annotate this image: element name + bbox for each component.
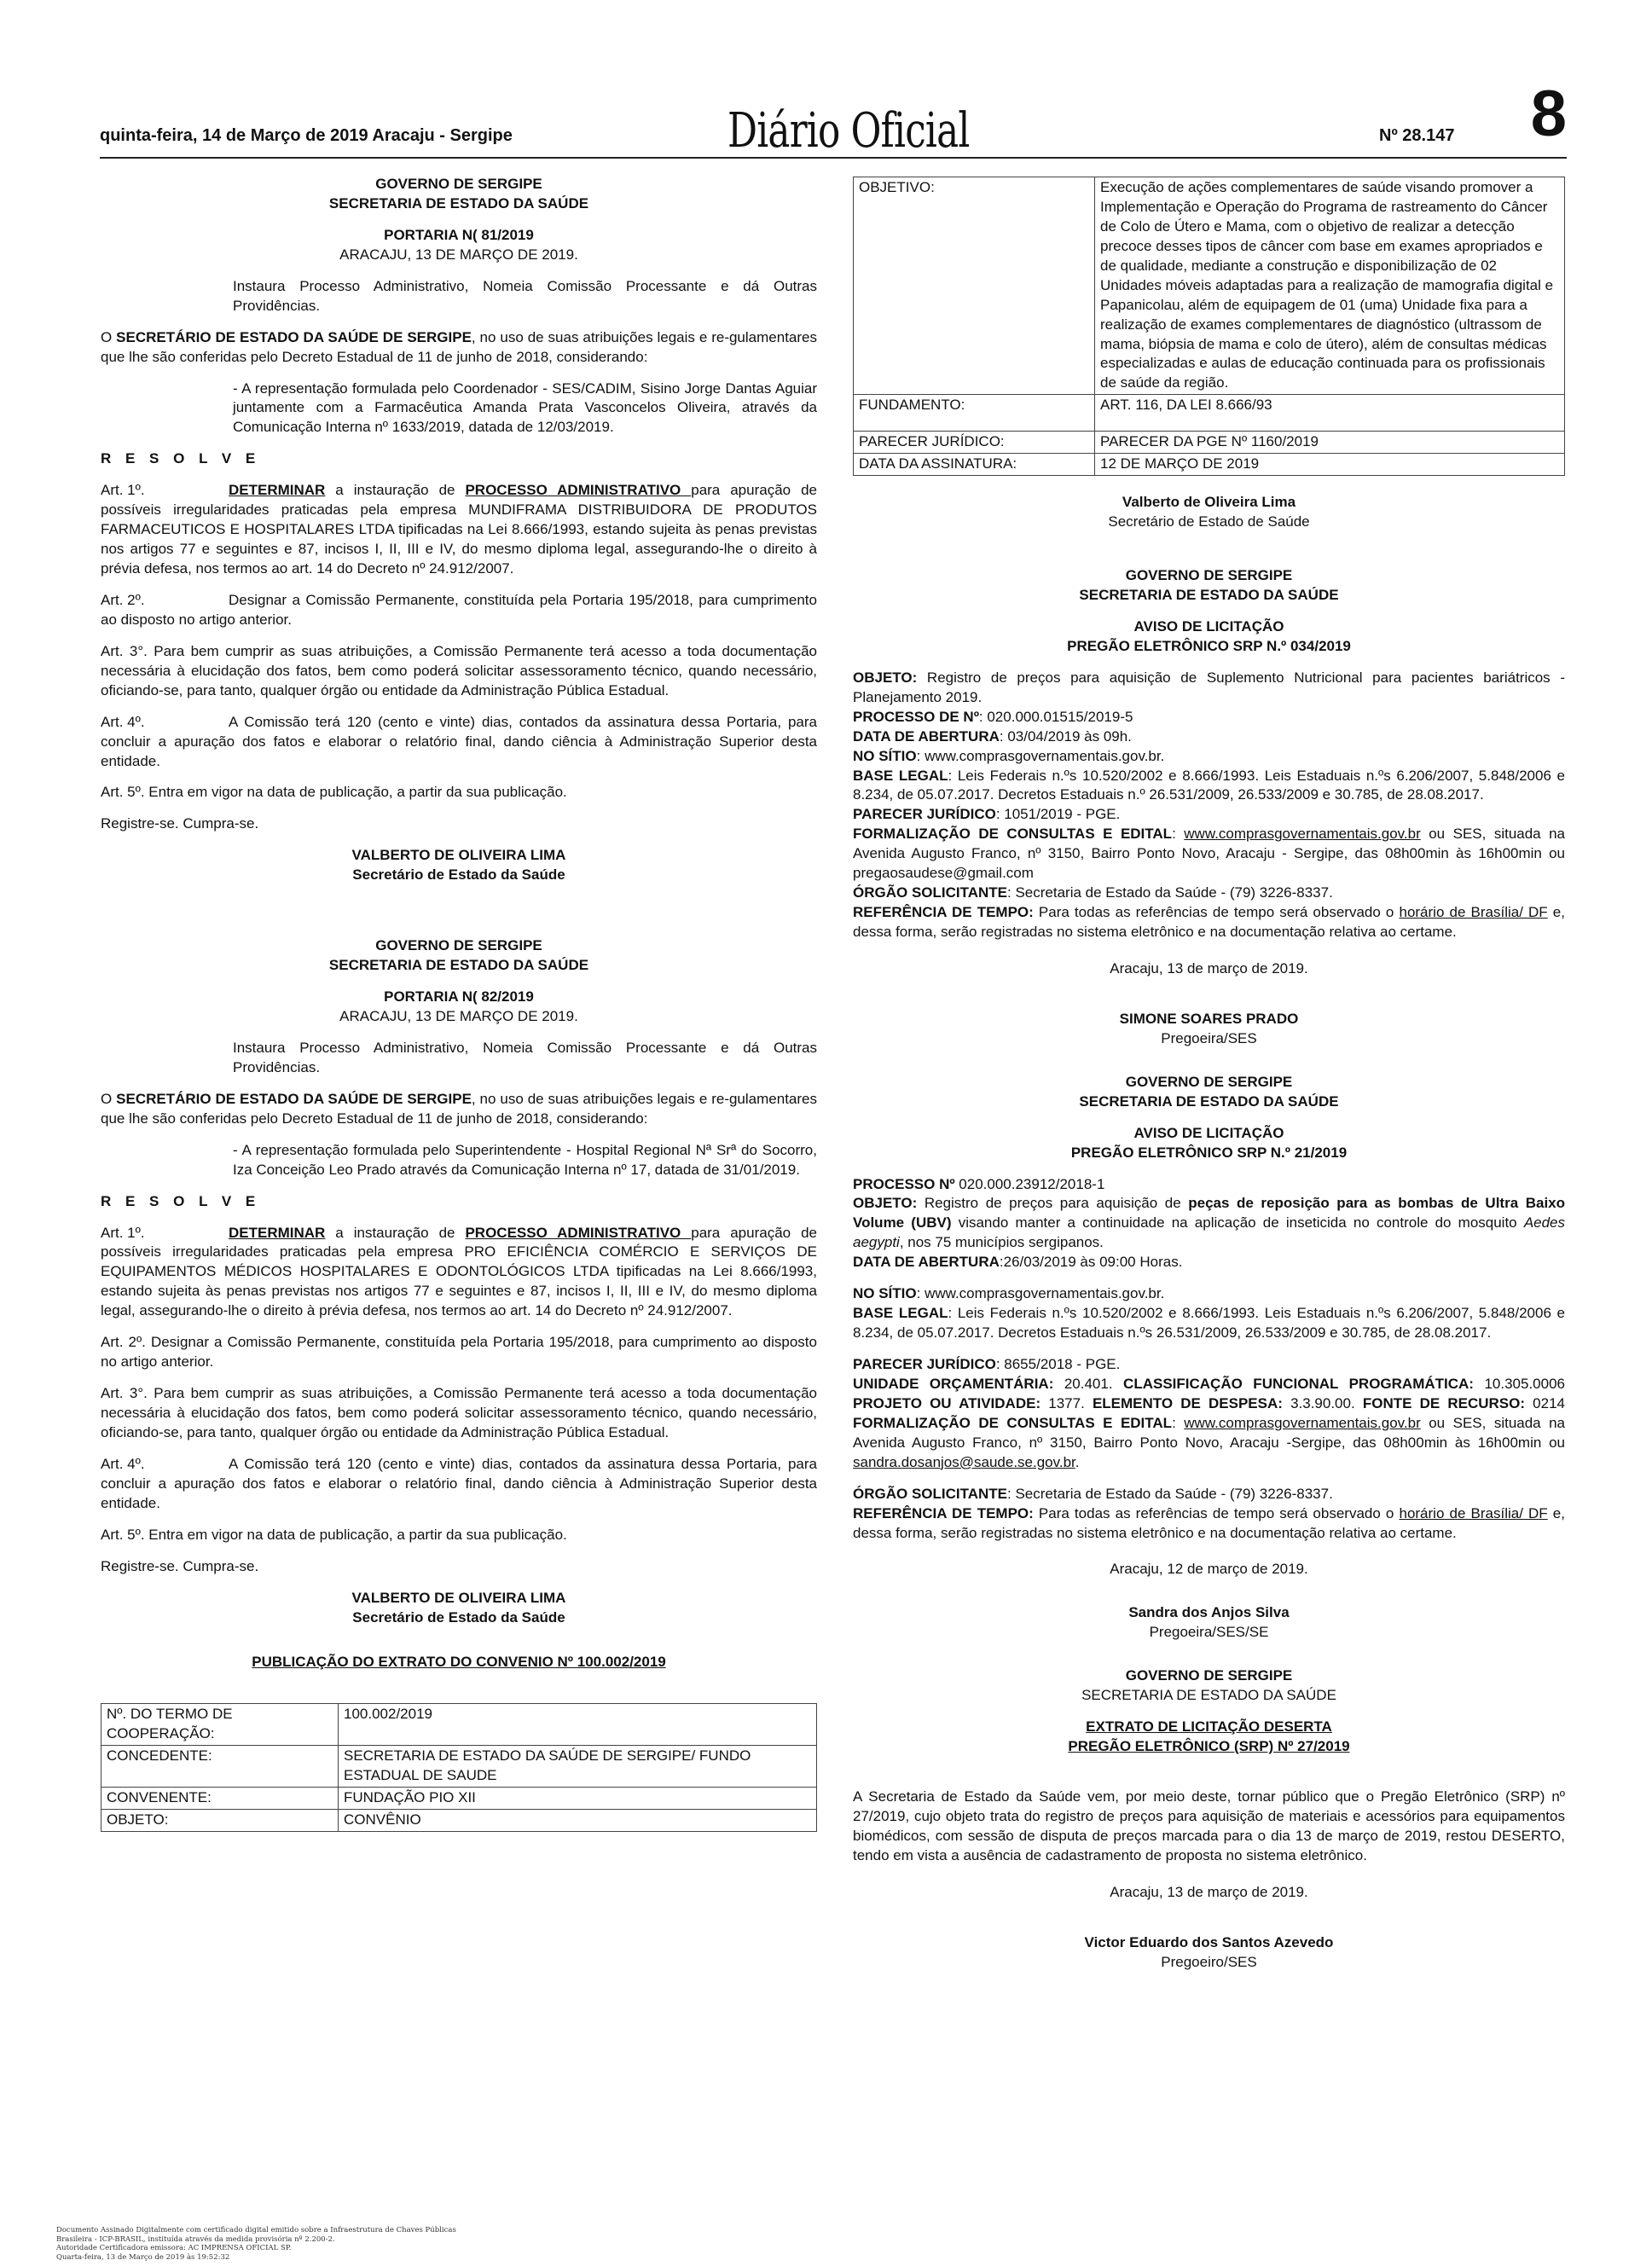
processo: PROCESSO DE Nº: 020.000.01515/2019-5 bbox=[853, 708, 1133, 725]
article-3: Art. 3°. Para bem cumprir as suas atribuições, a Comissão Permanente terá acesso a toda documentação necessária à elucidação dos fatos, bem como poderá solicitar assessoramento técnico, quando necessário, oficiando-se, para tanto, qualquer órgão ou entidade da Administração Pública Estadual. bbox=[101, 642, 817, 698]
page-number: 8 bbox=[1530, 78, 1567, 150]
orgao-solicitante: ÓRGÃO SOLICITANTE: Secretaria de Estado da Saúde - (79) 3226-8337. bbox=[853, 1485, 1333, 1502]
email-link[interactable]: sandra.dosanjos@saude.se.gov.br bbox=[853, 1453, 1075, 1470]
gov-heading: GOVERNO DE SERGIPE bbox=[1125, 567, 1293, 584]
pregao-title: PREGÃO ELETRÔNICO (SRP) Nº 27/2019 bbox=[1068, 1738, 1350, 1755]
row-label: DATA DA ASSINATURA: bbox=[854, 454, 1095, 476]
article-4: Art. 4º. A Comissão terá 120 (cento e vinte) dias, contados da assinatura dessa Portaria, para concluir a apuração dos fatos e elaborar o relatório final, dando ciência à Administração Superior desta entidade. bbox=[101, 1455, 817, 1511]
row-value: 100.002/2019 bbox=[339, 1704, 817, 1746]
local-date: Aracaju, 12 de março de 2019. bbox=[1110, 1561, 1308, 1578]
signature-name: Valberto de Oliveira Lima bbox=[1122, 494, 1296, 511]
no-sitio: NO SÍTIO: www.comprasgovernamentais.gov.br. bbox=[853, 747, 1165, 764]
registre: Registre-se. Cumpra-se. bbox=[101, 1557, 259, 1574]
portaria-title: PORTARIA N( 81/2019 bbox=[384, 226, 534, 243]
gov-heading: GOVERNO DE SERGIPE bbox=[1125, 1667, 1293, 1684]
portaria-82 bbox=[101, 936, 817, 1627]
portaria-81 bbox=[101, 175, 817, 885]
article-2: Art. 2º. Designar a Comissão Permanente, constituída pela Portaria 195/2018, para cumprimento ao disposto no artigo anterior. bbox=[101, 1334, 817, 1371]
left-column bbox=[101, 175, 817, 1832]
sec-heading: SECRETARIA DE ESTADO DA SAÚDE bbox=[1079, 1092, 1339, 1110]
table-row bbox=[854, 395, 1565, 432]
deserta-body: A Secretaria de Estado da Saúde vem, por meio deste, tornar público que o Pregão Eletrônico (SRP) nº 27/2019, cujo objeto trata do registro de preços para aquisição de materiais e acessórios para equipamentos biomédicos, com sessão de disputa de preços marcada para o dia 13 de março de 2019, restou DESERTO, tendo em vista a ausência de cadastramento de proposta no sistema eletrônico. bbox=[853, 1788, 1565, 1863]
local-date: Aracaju, 13 de março de 2019. bbox=[1110, 1883, 1308, 1900]
row-value: 12 DE MARÇO DE 2019 bbox=[1095, 454, 1565, 476]
row-value: SECRETARIA DE ESTADO DA SAÚDE DE SERGIPE/ FUNDO ESTADUAL DE SAUDE bbox=[339, 1746, 817, 1788]
row-label: Nº. DO TERMO DE COOPERAÇÃO: bbox=[101, 1704, 339, 1746]
row-label: OBJETIVO: bbox=[854, 177, 1095, 395]
article-4: Art. 4º. A Comissão terá 120 (cento e vinte) dias, contados da assinatura dessa Portaria, para concluir a apuração dos fatos e elaborar o relatório final, dando ciência à Administração Superior desta entidade. bbox=[101, 713, 817, 769]
convenio-table bbox=[101, 1703, 817, 1832]
processo: PROCESSO Nº 020.000.23912/2018-1 bbox=[853, 1175, 1105, 1192]
signature-name: SIMONE SOARES PRADO bbox=[1119, 1010, 1299, 1027]
preamble: O SECRETÁRIO DE ESTADO DA SAÚDE DE SERGIPE, no uso de suas atribuições legais e re-gulamentares que lhe são conferidas pelo Decreto Estadual de 11 de junho de 2018, considerando: bbox=[101, 1090, 817, 1127]
header-rule bbox=[100, 157, 1567, 159]
signature-role: Pregoeira/SES bbox=[1161, 1029, 1257, 1046]
signature-role: Secretário de Estado de Saúde bbox=[1108, 513, 1310, 530]
edital-link[interactable]: www.comprasgovernamentais.gov.br bbox=[1184, 826, 1421, 843]
article-2: Art. 2º. Designar a Comissão Permanente, constituída pela Portaria 195/2018, para cumprimento ao disposto no artigo anterior. bbox=[101, 591, 817, 628]
signature-role: Pregoeiro/SES bbox=[1161, 1953, 1257, 1970]
signature-role: Secretário de Estado da Saúde bbox=[352, 1608, 565, 1626]
base-legal: BASE LEGAL: Leis Federais n.ºs 10.520/2002 e 8.666/1993. Leis Estaduais n.ºs 6.206/2007, 5.848/2006 e 8.234, de 05.07.2017. Decretos Estaduais n.ºs 26.531/2009, 26.533/2009 e 30.785, de 28.08.2017. bbox=[853, 1305, 1565, 1342]
aviso-title: AVISO DE LICITAÇÃO bbox=[1133, 1124, 1284, 1141]
article-5: Art. 5º. Entra em vigor na data de publicação, a partir da sua publicação. bbox=[101, 1526, 567, 1543]
resolve-heading: R E S O L V E bbox=[101, 450, 261, 467]
aviso-title: AVISO DE LICITAÇÃO bbox=[1133, 617, 1284, 635]
signature-name: VALBERTO DE OLIVEIRA LIMA bbox=[351, 1589, 566, 1606]
portaria-title: PORTARIA N( 82/2019 bbox=[384, 988, 534, 1006]
sec-heading: SECRETARIA DE ESTADO DA SAÚDE bbox=[328, 957, 589, 974]
row-label: CONVENENTE: bbox=[101, 1788, 339, 1810]
table-row bbox=[101, 1746, 817, 1788]
page-header bbox=[100, 78, 1567, 163]
gov-heading: GOVERNO DE SERGIPE bbox=[375, 937, 542, 954]
masthead-title: Diário Oficial bbox=[727, 103, 970, 159]
base-legal: BASE LEGAL: Leis Federais n.ºs 10.520/2002 e 8.666/1993. Leis Estaduais n.ºs 6.206/2007, 5.848/2006 e 8.234, de 05.07.2017. Decretos Estaduais n.º 26.531/2009, 26.533/2009 e 30.785, de 28.08.2017. bbox=[853, 767, 1565, 803]
row-value: ART. 116, DA LEI 8.666/93 bbox=[1095, 395, 1565, 432]
table-row bbox=[101, 1810, 817, 1832]
digital-signature-note: Documento Assinado Digitalmente com certificado digital emitido sobre a Infraestrutura de Chaves Públicas Brasileira - ICP-BRASIL, instituída através da medida provisória nº 2.200-2. Autoridade Certificadora emissora: AC IMPRENSA OFICIAL SP. Quarta-feira, 13 de Março de 2019 às 19:52:32 bbox=[56, 2226, 456, 2262]
preamble: O SECRETÁRIO DE ESTADO DA SAÚDE DE SERGIPE, no uso de suas atribuições legais e re-gulamentares que lhe são conferidas pelo Decreto Estadual de 11 de junho de 2018, considerando: bbox=[101, 328, 817, 365]
resolve-heading: R E S O L V E bbox=[101, 1192, 261, 1209]
data-abertura: DATA DE ABERTURA: 03/04/2019 às 09h. bbox=[853, 727, 1132, 745]
local-date: Aracaju, 13 de março de 2019. bbox=[1110, 959, 1308, 977]
orgao-solicitante: ÓRGÃO SOLICITANTE: Secretaria de Estado da Saúde - (79) 3226-8337. bbox=[853, 884, 1333, 901]
portaria-date: ARACAJU, 13 DE MARÇO DE 2019. bbox=[339, 246, 578, 263]
data-abertura: DATA DE ABERTURA:26/03/2019 às 09:00 Horas. bbox=[853, 1254, 1183, 1271]
signature-name: Sandra dos Anjos Silva bbox=[1128, 1604, 1290, 1621]
signature-role: Pregoeira/SES/SE bbox=[1149, 1624, 1269, 1641]
issue-number: Nº 28.147 bbox=[1379, 126, 1455, 145]
extrato-convenio bbox=[101, 1653, 817, 1832]
pregao-title: PREGÃO ELETRÔNICO SRP N.º 21/2019 bbox=[1070, 1144, 1348, 1161]
row-label: CONCEDENTE: bbox=[101, 1746, 339, 1788]
table-row bbox=[101, 1788, 817, 1810]
sec-heading: SECRETARIA DE ESTADO DA SAÚDE bbox=[1081, 1687, 1336, 1704]
table-row bbox=[854, 177, 1565, 395]
article-1: Art. 1º. DETERMINAR a instauração de PROCESSO ADMINISTRATIVO para apuração de possíveis irregularidades praticadas pela empresa PRO EFICIÊNCIA COMÉRCIO E SERVIÇOS DE EQUIPAMENTOS MÉDICOS HOSPITALARES E ODONTOLÓGICOS LTDA tipificadas na Lei 8.666/1993, estando sujeita às penas previstas nos artigos 77 e seguintes e 87, incisos I, II, III e IV, do mesmo diploma legal, assegurando-lhe o direito à prévia defesa, nos termos ao art. 14 do Decreto nº 24.912/2007. bbox=[101, 1224, 817, 1319]
ementa: Instaura Processo Administrativo, Nomeia Comissão Processante e dá Outras Providências. bbox=[233, 277, 817, 314]
dotacao-orcamentaria: UNIDADE ORÇAMENTÁRIA: 20.401. CLASSIFICAÇÃO FUNCIONAL PROGRAMÁTICA: 10.305.0006 PROJETO OU ATIVIDADE: 1377. ELEMENTO DE DESPESA: 3.3.90.00. FONTE DE RECURSO: 0214 FORMALIZAÇÃO DE CONSULTAS E EDITAL: www.comprasgovernamentais.gov.br ou SES, situada na Avenida Augusto Franco, nº 3150, Bairro Ponto Novo, Aracaju -Sergipe, das 08h00min às 16h00min ou sandra.dosanjos@saude.se.gov.br. bbox=[853, 1375, 1566, 1470]
referencia-tempo: REFERÊNCIA DE TEMPO: Para todas as referências de tempo será observado o horário de Brasília/ DF e, dessa forma, serão registradas no sistema eletrônico e na documentação relativa ao certame. bbox=[853, 904, 1565, 940]
edition-date: quinta-feira, 14 de Março de 2019 Aracaju - Sergipe bbox=[100, 126, 513, 145]
table-row bbox=[854, 454, 1565, 476]
article-5: Art. 5º. Entra em vigor na data de publicação, a partir da sua publicação. bbox=[101, 784, 567, 801]
convenio-details-table bbox=[853, 177, 1565, 476]
referencia-tempo: REFERÊNCIA DE TEMPO: Para todas as referências de tempo será observado o horário de Brasília/ DF e, dessa forma, serão registradas no sistema eletrônico e na documentação relativa ao certame. bbox=[853, 1504, 1565, 1541]
row-label: OBJETO: bbox=[101, 1810, 339, 1832]
right-column bbox=[853, 177, 1565, 1973]
row-label: FUNDAMENTO: bbox=[854, 395, 1095, 432]
no-sitio: NO SÍTIO: www.comprasgovernamentais.gov.br. bbox=[853, 1285, 1165, 1302]
gov-heading: GOVERNO DE SERGIPE bbox=[1125, 1073, 1293, 1090]
pregao-title: PREGÃO ELETRÔNICO SRP N.º 034/2019 bbox=[1067, 637, 1351, 654]
parecer-juridico: PARECER JURÍDICO: 8655/2018 - PGE. bbox=[853, 1356, 1121, 1372]
row-value: Execução de ações complementares de saúde visando promover a Implementação e Operação do Programa de rastreamento do Câncer de Colo de Útero e Mama, com o objetivo de realizar a detecção precoce desses tipos de câncer com base em exames apropriados e de qualidade, mediante a construção e disponibilização de 02 Unidades móveis adaptadas para a realização de mamografia digital e Papanicolau, além de equipagem de 01 (uma) Unidade fixa para a realização de exames complementares de diagnóstico (ultrassom de mama, biópsia de mama e colo de útero), além de consultas médicas especializadas e aulas de educação continuada para os profissionais de saúde da região. bbox=[1095, 177, 1565, 395]
extrato-title: PUBLICAÇÃO DO EXTRATO DO CONVENIO Nº 100.002/2019 bbox=[252, 1654, 666, 1671]
signature-role: Secretário de Estado da Saúde bbox=[352, 866, 565, 884]
parecer-juridico: PARECER JURÍDICO: 1051/2019 - PGE. bbox=[853, 806, 1121, 823]
row-value: PARECER DA PGE Nº 1160/2019 bbox=[1095, 432, 1565, 454]
considerando: - A representação formulada pelo Superintendente - Hospital Regional Nª Srª do Socorro, Iza Conceição Leo Prado através da Comunicação Interna nº 17, datada de 31/01/2019. bbox=[233, 1141, 817, 1178]
deserta-title: EXTRATO DE LICITAÇÃO DESERTA bbox=[1086, 1718, 1332, 1736]
row-label: PARECER JURÍDICO: bbox=[854, 432, 1095, 454]
objeto: OBJETO: Registro de preços para aquisição de peças de reposição para as bombas de Ultra Baixo Volume (UBV) visando manter a continuidade na aplicação de inseticida no controle do mosquito Aedes aegypti, nos 75 municípios sergipanos. bbox=[853, 1195, 1566, 1251]
table-row bbox=[101, 1704, 817, 1746]
considerando: - A representação formulada pelo Coordenador - SES/CADIM, Sisino Jorge Dantas Aguiar juntamente com a Farmacêutica Amanda Prata Vasconcelos Oliveira, através da Comunicação Interna nº 1633/2019, datada de 12/03/2019. bbox=[233, 380, 817, 436]
formalizacao: FORMALIZAÇÃO DE CONSULTAS E EDITAL: www.comprasgovernamentais.gov.br ou SES, situada na Avenida Augusto Franco, nº 3150, Bairro Ponto Novo, Aracaju - Sergipe, das 08h00min às 16h00min ou pregaosaudese@gmail.com bbox=[853, 826, 1566, 882]
signature-name: Victor Eduardo dos Santos Azevedo bbox=[1084, 1933, 1334, 1950]
aviso-licitacao-21 bbox=[853, 1073, 1565, 1643]
ementa: Instaura Processo Administrativo, Nomeia Comissão Processante e dá Outras Providências. bbox=[233, 1039, 817, 1075]
article-3: Art. 3°. Para bem cumprir as suas atribuições, a Comissão Permanente terá acesso a toda documentação necessária à elucidação dos fatos, bem como poderá solicitar assessoramento técnico, quando necessário, oficiando-se, para tanto, qualquer órgão ou entidade da Administração Pública Estadual. bbox=[101, 1385, 817, 1440]
article-1: Art. 1º. DETERMINAR a instauração de PROCESSO ADMINISTRATIVO para apuração de possíveis irregularidades praticadas pela empresa MUNDIFRAMA DISTRIBUIDORA DE PRODUTOS FARMACEUTICOS E HOSPITALARES LTDA tipificadas na Lei 8.666/1993, estando sujeita às penas previstas nos artigos 77 e seguintes e 87, incisos I, II, III e IV, do mesmo diploma legal, assegurando-lhe o direito à prévia defesa, nos termos ao art. 14 do Decreto nº 24.912/2007. bbox=[101, 482, 817, 577]
objeto: OBJETO: Registro de preços para aquisição de Suplemento Nutricional para pacientes bariátricos -Planejamento 2019. bbox=[853, 669, 1565, 705]
sec-heading: SECRETARIA DE ESTADO DA SAÚDE bbox=[1079, 587, 1339, 603]
extrato-licitacao-deserta bbox=[853, 1666, 1565, 1972]
registre: Registre-se. Cumpra-se. bbox=[101, 815, 259, 832]
signature-name: VALBERTO DE OLIVEIRA LIMA bbox=[351, 847, 566, 864]
portaria-date: ARACAJU, 13 DE MARÇO DE 2019. bbox=[339, 1008, 578, 1024]
table-row bbox=[854, 432, 1565, 454]
sec-heading: SECRETARIA DE ESTADO DA SAÚDE bbox=[328, 194, 589, 212]
row-value: FUNDAÇÃO PIO XII bbox=[339, 1788, 817, 1810]
aviso-licitacao-034 bbox=[853, 566, 1565, 1049]
row-value: CONVÊNIO bbox=[339, 1810, 817, 1832]
gov-heading: GOVERNO DE SERGIPE bbox=[375, 176, 542, 192]
edital-link[interactable]: www.comprasgovernamentais.gov.br bbox=[1184, 1414, 1421, 1431]
